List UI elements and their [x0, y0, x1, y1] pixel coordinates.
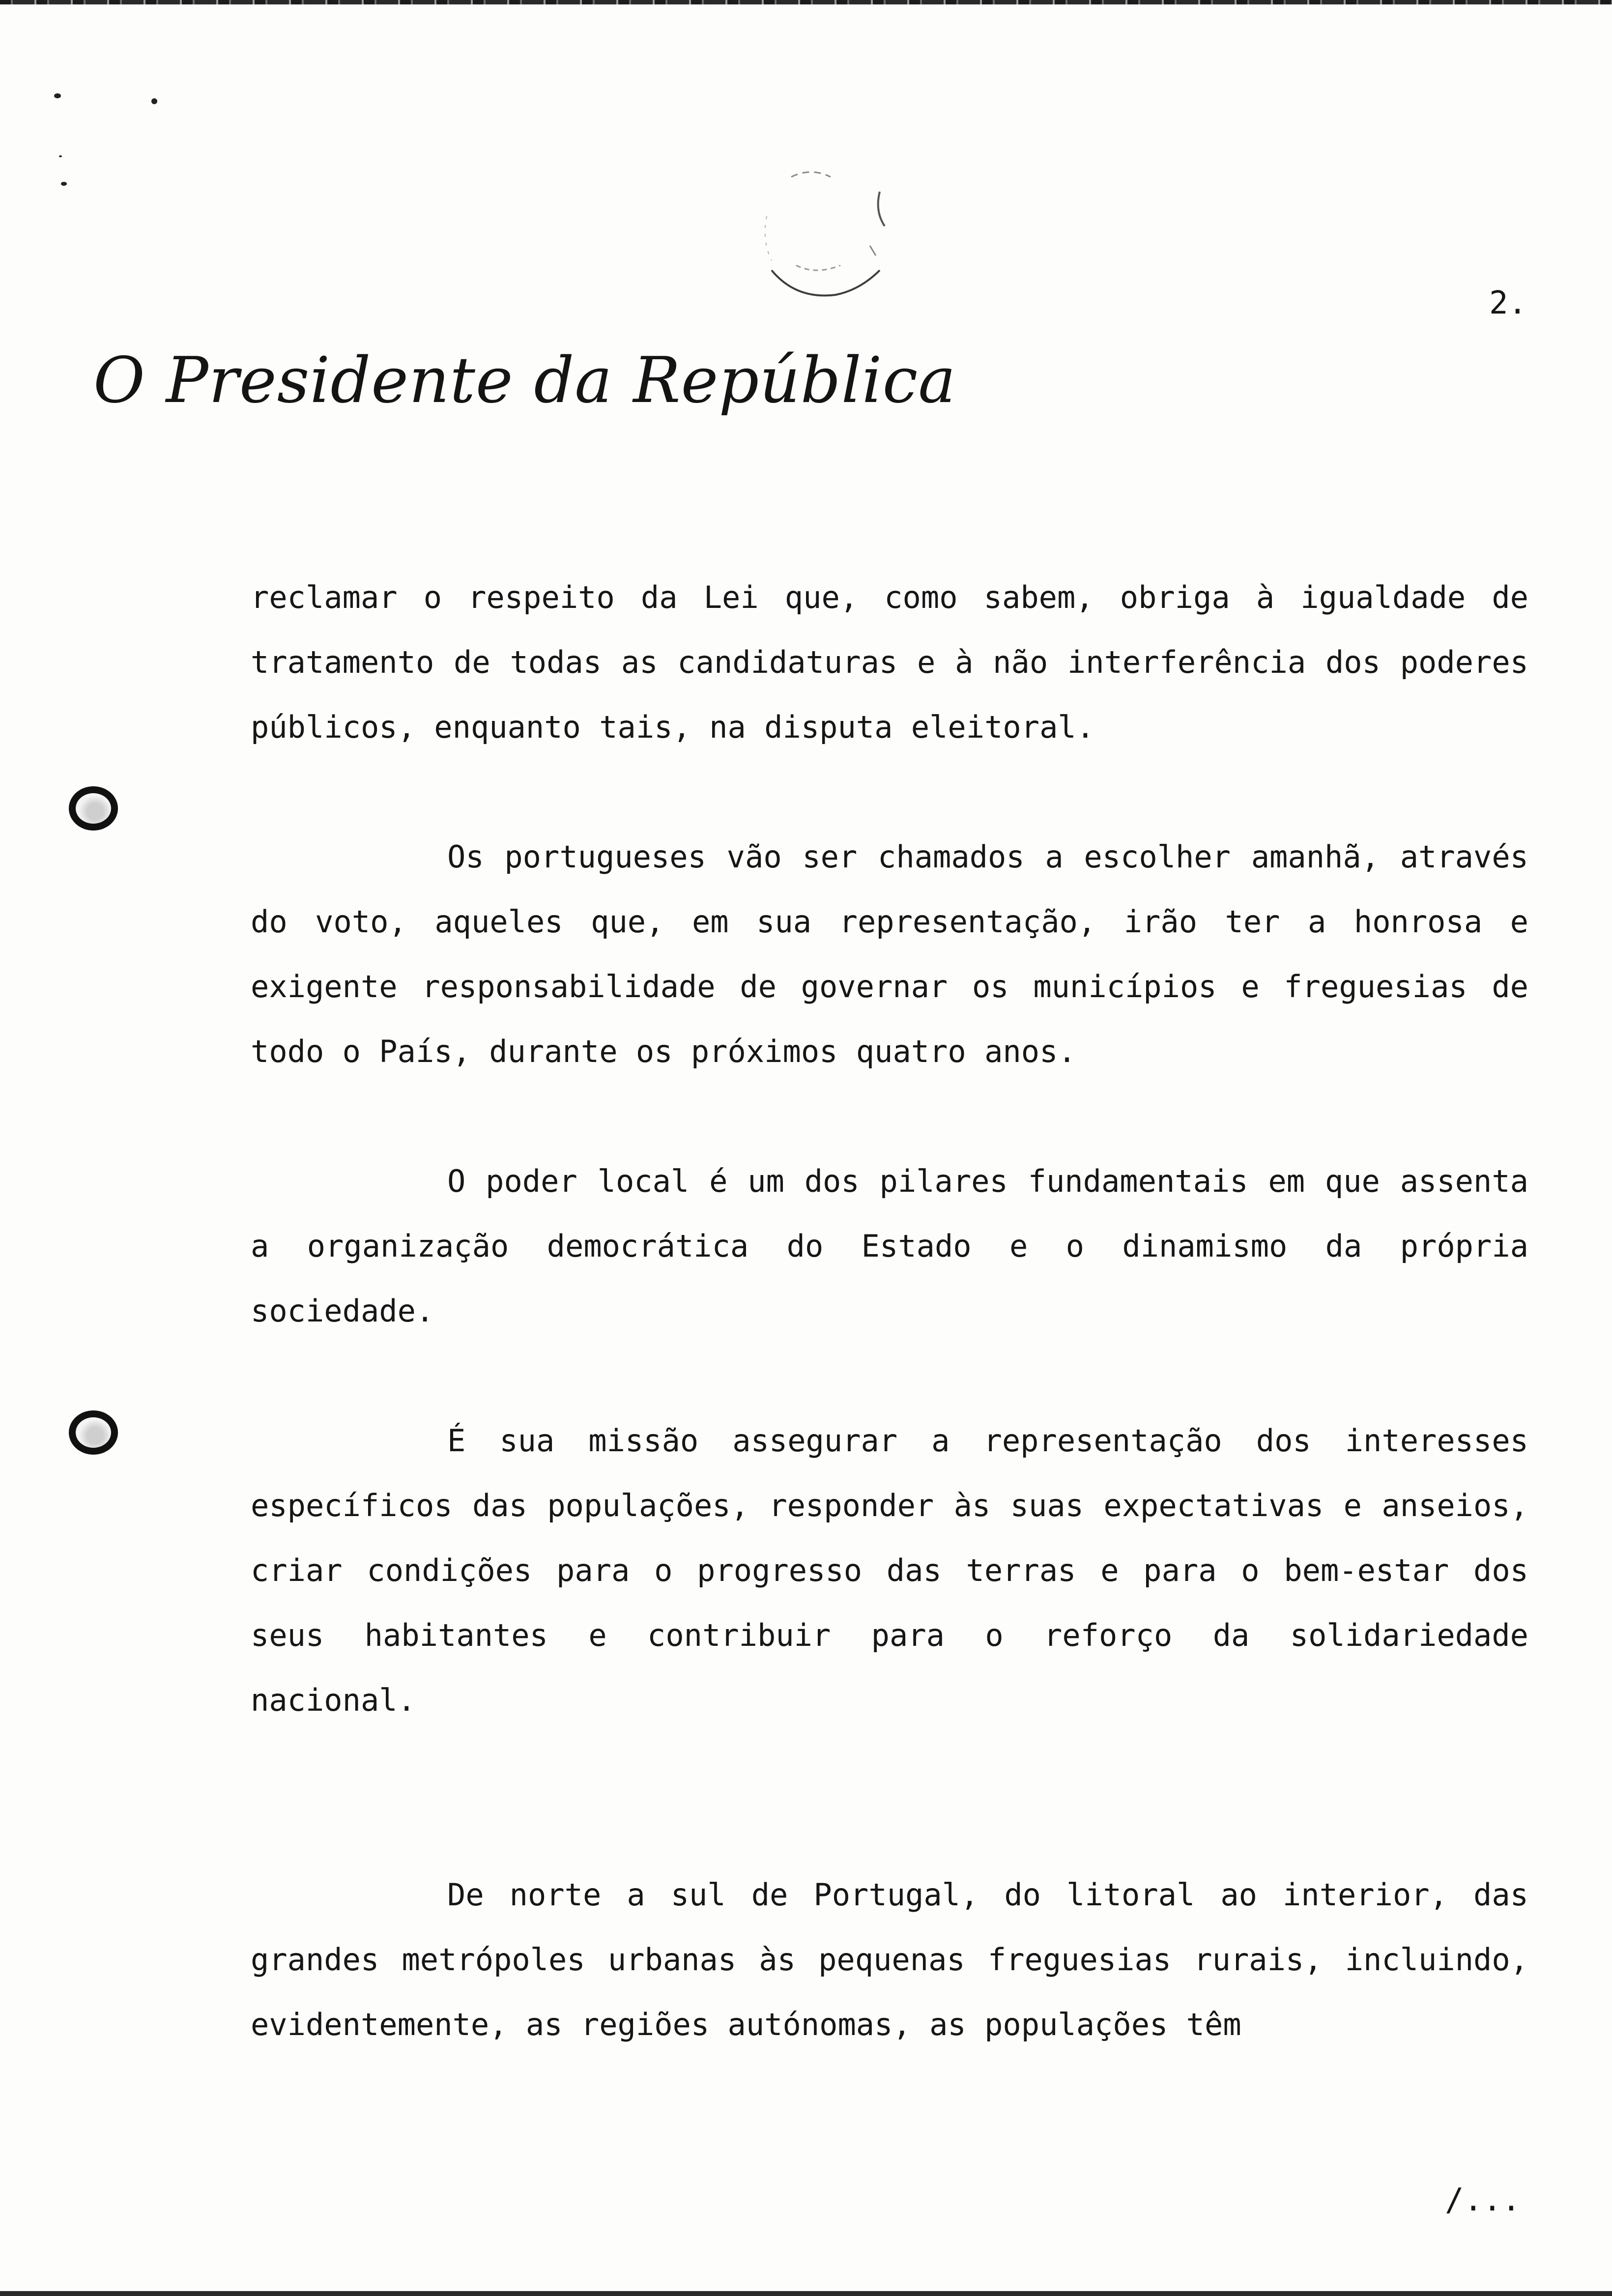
scan-speck — [61, 182, 67, 186]
paragraph-1: reclamar o respeito da Lei que, como sabem, obriga à igualdade de tratamento de todas as candidaturas e à não interferência dos poderes públicos, enquanto tais, na disputa eleitoral. — [251, 579, 1528, 745]
punch-hole-top — [69, 786, 118, 831]
paragraph-3: O poder local é um dos pilares fundamentais em que assenta a organização democrática do Estado e o dinamismo da própria sociedade. — [251, 1163, 1528, 1329]
continuation-mark: /... — [1445, 2182, 1521, 2218]
scan-speck — [151, 98, 157, 104]
scan-bottom-edge — [0, 2291, 1612, 2296]
paragraph-4: É sua missão assegurar a representação dos interesses específicos das populações, responder às suas expectativas e anseios, criar condições para o progresso das terras e para o bem-estar dos seus habitantes e contribuir para o reforço da solidariedade nacional. — [251, 1423, 1528, 1718]
scan-top-edge — [0, 0, 1612, 4]
body-text — [251, 565, 1528, 2057]
punch-hole-bottom — [69, 1410, 118, 1455]
scan-speck — [54, 93, 61, 98]
page-number: 2. — [1489, 285, 1527, 321]
paragraph-2: Os portugueses vão ser chamados a escolher amanhã, através do voto, aqueles que, em sua representação, irão ter a honrosa e exigente responsabilidade de governar os municípios e freguesias de todo o País, durante os próximos quatro anos. — [251, 839, 1528, 1069]
letterhead: O Presidente da República — [93, 344, 956, 417]
scan-speck — [59, 155, 62, 157]
paragraph-5: De norte a sul de Portugal, do litoral ao interior, das grandes metrópoles urbanas às pequenas freguesias rurais, incluindo, evidentemente, as regiões autónomas, as populações têm — [251, 1877, 1528, 2042]
embossed-seal — [737, 157, 894, 315]
